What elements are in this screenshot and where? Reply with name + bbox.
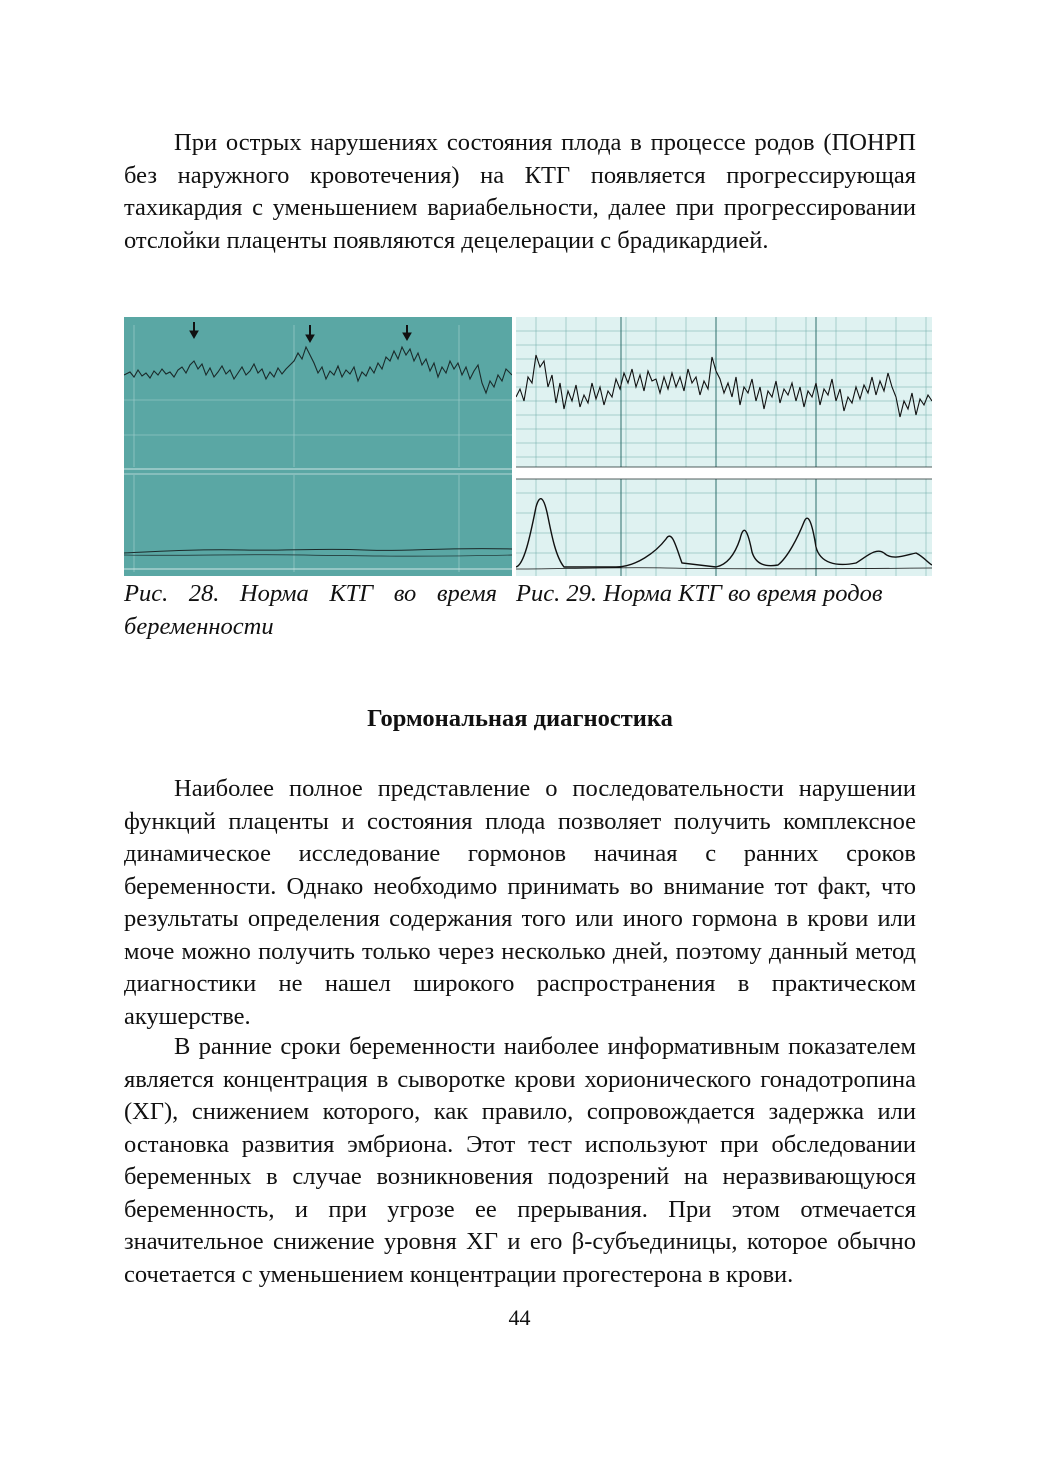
ctg-figure-pregnancy-image [124, 317, 512, 576]
ctg-trace-svg [516, 317, 932, 576]
page-number: 44 [508, 1305, 531, 1330]
arrow-icon [190, 322, 411, 342]
body-paragraph: Наиболее полное представление о последовательности нарушении функций плаценты и состояния плода позволяет получить комплексное динамическое исследование гормонов начиная с ранних сроков беременности. Однако необходимо принимать во внимание тот факт, что результаты определения содержания того или иного гормона в крови или моче можно получить только через несколько дней, поэтому данный метод диагностики не нашел широкого распространения в практическом акушерстве. [124, 775, 916, 1030]
ctg-trace-svg [124, 317, 512, 576]
figure-caption: Рис. 28. Норма КТГ во время беременности [124, 580, 497, 640]
ctg-figure-labor-image [516, 317, 932, 576]
body-paragraph: В ранние сроки беременности наиболее информативным показателем является концентрация в сыворотке крови хорионического гонадотропина (ХГ), снижением которого, как правило, сопровождается задержка или остановка развития эмбриона. Этот тест используют при обследовании беременных в случае возникновения подозрений на неразвивающуюся беременность, и при угрозе ее прерывания. При этом отмечается значительное снижение уровня ХГ и его β-субъединицы, которое обычно сочетается с уменьшением концентрации прогестерона в крови. [124, 1033, 916, 1288]
body-paragraph: При острых нарушениях состояния плода в процессе родов (ПОНРП без наружного кровотечения) на КТГ появляется прогрессирующая тахикардия с уменьшением вариабельности, далее при прогрессировании отслойки плаценты появляются децелерации с брадикардией. [124, 129, 916, 254]
figure-caption: Рис. 29. Норма КТГ во время родов [516, 580, 883, 607]
section-heading: Гормональная диагностика [367, 705, 673, 732]
